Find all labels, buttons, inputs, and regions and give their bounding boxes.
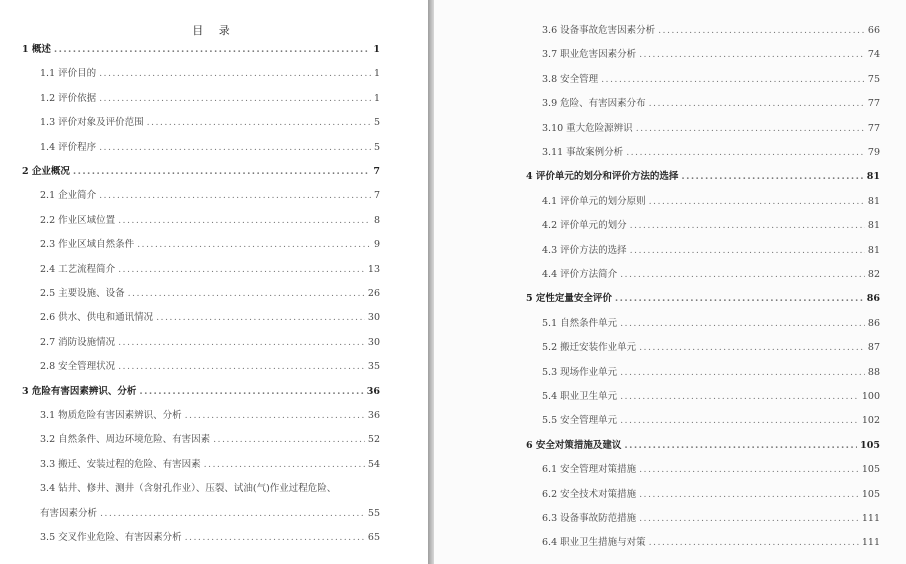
toc-entry-label: 1.1 评价目的 (40, 68, 97, 80)
toc-page-number: 54 (367, 458, 380, 470)
toc-leader-dots (639, 341, 865, 355)
toc-entry-label: 5.4 职业卫生单元 (542, 391, 618, 402)
toc-section-entry[interactable] (40, 458, 380, 472)
toc-page-number: 5 (373, 117, 380, 129)
toc-leader-dots (118, 214, 371, 228)
toc-leader-dots (681, 170, 863, 184)
toc-leader-dots (620, 268, 865, 282)
toc-entry-label: 2.8 安全管理状况 (40, 361, 116, 373)
toc-entry-label: 3 危险有害因素辨识、分析 (22, 385, 137, 397)
toc-section-entry[interactable] (40, 409, 380, 423)
toc-page-number: 1 (373, 68, 380, 80)
toc-section-entry[interactable] (542, 488, 880, 502)
toc-entry-label: 5.2 搬迁安装作业单元 (542, 342, 637, 354)
toc-section-entry[interactable] (542, 97, 880, 111)
toc-section-entry[interactable] (542, 341, 880, 355)
toc-leader-dots (213, 433, 365, 447)
toc-leader-dots (128, 287, 365, 301)
toc-page-number: 79 (867, 147, 880, 158)
toc-leader-dots (620, 414, 859, 428)
toc-chapter-entry[interactable] (22, 385, 380, 399)
toc-entry-label: 5.3 现场作业单元 (542, 366, 618, 378)
toc-page-number: 81 (867, 220, 880, 232)
toc-page-number: 30 (367, 336, 380, 348)
toc-section-entry[interactable] (40, 311, 380, 325)
toc-page-number: 77 (867, 98, 880, 110)
toc-page-number: 7 (373, 166, 380, 177)
toc-page-number: 1 (373, 92, 380, 104)
toc-entry-label: 5.1 自然条件单元 (542, 317, 618, 329)
toc-section-entry[interactable] (542, 48, 880, 62)
toc-section-entry[interactable] (40, 141, 380, 155)
toc-page-number: 88 (867, 366, 880, 378)
toc-page-number: 65 (367, 532, 380, 543)
toc-entry-label: 2.1 企业简介 (40, 190, 97, 202)
toc-page-right (434, 0, 906, 564)
toc-leader-dots (118, 336, 365, 350)
toc-entry-label: 3.1 物质危险有害因素辨识、分析 (40, 410, 182, 421)
toc-page-number: 105 (860, 439, 880, 451)
toc-section-entry[interactable] (542, 24, 880, 38)
toc-leader-dots (620, 390, 859, 404)
toc-leader-dots (626, 146, 865, 160)
toc-entry-label: 1.4 评价程序 (40, 141, 97, 153)
toc-section-entry[interactable] (542, 122, 880, 136)
toc-section-entry[interactable] (542, 463, 880, 477)
toc-leader-dots (99, 189, 371, 203)
toc-leader-dots (118, 360, 365, 374)
toc-entry-label: 2.4 工艺流程简介 (40, 263, 116, 275)
toc-section-entry[interactable] (542, 317, 880, 331)
toc-section-entry[interactable] (542, 244, 880, 258)
toc-entry-label: 3.3 搬迁、安装过程的危险、有害因素 (40, 458, 201, 470)
toc-leader-dots (620, 366, 865, 380)
toc-page-number: 86 (867, 317, 880, 329)
toc-page-number: 75 (867, 73, 880, 85)
toc-page-number: 5 (373, 141, 380, 153)
toc-leader-dots (185, 531, 365, 545)
toc-page-number: 36 (367, 410, 380, 421)
toc-page-number: 86 (866, 293, 880, 305)
toc-leader-dots (601, 73, 865, 87)
toc-entry-label: 4.4 评价方法简介 (542, 269, 618, 280)
toc-page-number: 81 (866, 171, 880, 183)
toc-entry-label: 3.5 交叉作业危险、有害因素分析 (40, 532, 182, 543)
toc-entry-label: 6.1 安全管理对策措施 (542, 464, 637, 476)
toc-chapter-entry[interactable] (22, 165, 380, 179)
toc-leader-dots (649, 536, 859, 550)
toc-leader-dots (620, 317, 865, 331)
toc-chapter-entry[interactable] (22, 43, 380, 57)
toc-page-number: 111 (861, 513, 880, 524)
toc-page-number: 81 (867, 244, 880, 256)
toc-entry-label: 6.3 设备事故防范措施 (542, 513, 637, 524)
toc-leader-dots (630, 244, 865, 258)
toc-section-entry[interactable] (542, 195, 880, 209)
toc-entry-label: 1.2 评价依据 (40, 92, 97, 104)
toc-leader-dots (73, 165, 370, 179)
toc-entry-label: 5 定性定量安全评价 (526, 293, 612, 305)
toc-entry-label: 3.9 危险、有害因素分布 (542, 98, 646, 110)
toc-chapter-entry[interactable] (526, 439, 880, 453)
toc-page-number: 55 (367, 507, 380, 519)
toc-leader-dots (204, 458, 365, 472)
toc-page-number: 105 (861, 464, 880, 476)
toc-leader-dots (139, 385, 363, 399)
toc-leader-dots (639, 488, 859, 502)
toc-section-entry[interactable] (542, 146, 880, 160)
toc-entry-label: 1 概述 (22, 44, 51, 55)
toc-page-number: 13 (367, 263, 380, 275)
toc-page-number: 66 (867, 25, 880, 36)
toc-entry-label: 3.11 事故案例分析 (542, 147, 624, 158)
toc-leader-dots (624, 439, 857, 453)
toc-entry-label: 4.1 评价单元的划分原则 (542, 195, 646, 207)
toc-section-entry[interactable] (542, 536, 880, 550)
toc-leader-dots (147, 116, 371, 130)
toc-section-entry[interactable] (542, 73, 880, 87)
toc-leader-dots (137, 238, 371, 252)
toc-leader-dots (156, 311, 365, 325)
toc-entry-label: 3.8 安全管理 (542, 73, 599, 85)
toc-entry-label: 2.7 消防设施情况 (40, 336, 116, 348)
toc-entry-label: 3.7 职业危害因素分析 (542, 49, 637, 61)
toc-section-entry[interactable] (542, 512, 880, 526)
toc-section-entry[interactable] (40, 287, 380, 301)
toc-entry-label: 3.4 钻井、修井、测井（含射孔作业）、压裂、试油(气)作业过程危险、 (40, 483, 337, 495)
toc-leader-dots (99, 92, 371, 106)
toc-page-number: 7 (373, 190, 380, 202)
toc-entry-label: 6 安全对策措施及建议 (526, 439, 622, 451)
toc-leader-dots (99, 141, 371, 155)
toc-section-entry[interactable] (40, 433, 380, 447)
toc-entry-label: 4 评价单元的划分和评价方法的选择 (526, 171, 679, 183)
toc-entry-label: 2.3 作业区域自然条件 (40, 239, 135, 251)
toc-page-number: 9 (373, 239, 380, 251)
toc-section-entry[interactable] (40, 67, 380, 81)
toc-leader-dots (615, 292, 864, 306)
toc-entry-label: 4.2 评价单元的划分 (542, 220, 627, 232)
toc-section-entry[interactable] (40, 238, 380, 252)
toc-leader-dots (649, 97, 865, 111)
toc-chapter-entry[interactable] (526, 292, 880, 306)
toc-leader-dots (118, 263, 365, 277)
toc-page-number: 74 (867, 49, 880, 61)
toc-page-number: 102 (861, 415, 880, 427)
toc-entry-label: 2.2 作业区域位置 (40, 214, 116, 226)
toc-chapter-entry[interactable] (526, 170, 880, 184)
toc-page-number: 87 (867, 342, 880, 354)
toc-section-entry[interactable] (542, 366, 880, 380)
toc-leader-dots (649, 195, 865, 209)
toc-leader-dots (185, 409, 365, 423)
toc-leader-dots (636, 122, 865, 136)
toc-section-entry[interactable] (40, 263, 380, 277)
toc-leader-dots (639, 48, 865, 62)
toc-page-number: 26 (367, 288, 380, 299)
toc-leader-dots (100, 507, 365, 521)
toc-leader-dots (639, 512, 859, 526)
toc-section-entry[interactable] (40, 116, 380, 130)
toc-section-entry[interactable] (40, 531, 380, 545)
toc-entry-label: 4.3 评价方法的选择 (542, 244, 627, 256)
toc-section-entry[interactable] (542, 390, 880, 404)
toc-leader-dots (630, 219, 865, 233)
toc-entry-label: 6.2 安全技术对策措施 (542, 488, 637, 500)
toc-leader-dots (658, 24, 865, 38)
toc-leader-dots (99, 67, 371, 81)
toc-page-number: 77 (867, 122, 880, 134)
toc-entry-label: 6.4 职业卫生措施与对策 (542, 537, 646, 549)
toc-leader-dots (54, 43, 370, 57)
toc-section-entry[interactable] (542, 268, 880, 282)
toc-page-number: 8 (373, 214, 380, 226)
toc-section-entry[interactable] (40, 360, 380, 374)
toc-section-entry[interactable] (40, 214, 380, 228)
toc-page-number: 35 (367, 361, 380, 373)
toc-entry-label: 2.6 供水、供电和通讯情况 (40, 312, 154, 324)
toc-entry-label: 2.5 主要设施、设备 (40, 288, 125, 299)
toc-section-entry[interactable] (40, 189, 380, 203)
toc-title: 目 录 (192, 24, 236, 37)
toc-page-number: 52 (367, 434, 380, 446)
toc-leader-dots (639, 463, 859, 477)
toc-entry-label: 5.5 安全管理单元 (542, 415, 618, 427)
toc-section-entry[interactable] (542, 219, 880, 233)
toc-page-number: 105 (861, 488, 880, 500)
toc-page-number: 1 (373, 44, 380, 55)
toc-section-entry[interactable] (542, 414, 880, 428)
toc-page-left (0, 0, 428, 564)
toc-section-entry[interactable] (40, 507, 380, 521)
toc-entry-label: 3.6 设备事故危害因素分析 (542, 25, 656, 36)
toc-entry-label: 3.10 重大危险源辨识 (542, 122, 633, 134)
toc-page-number: 111 (861, 537, 880, 549)
toc-page-number: 36 (366, 385, 380, 397)
toc-page-number: 81 (867, 195, 880, 207)
toc-entry-label: 1.3 评价对象及评价范围 (40, 117, 144, 129)
toc-entry-label: 3.2 自然条件、周边环境危险、有害因素 (40, 434, 211, 446)
toc-entry-label: 有害因素分析 (40, 507, 98, 519)
toc-section-entry[interactable] (40, 336, 380, 350)
toc-page-number: 100 (861, 391, 880, 402)
toc-page-number: 30 (367, 312, 380, 324)
toc-section-entry[interactable] (40, 482, 380, 496)
toc-page-number: 82 (867, 269, 880, 280)
toc-entry-label: 2 企业概况 (22, 166, 70, 177)
toc-section-entry[interactable] (40, 92, 380, 106)
